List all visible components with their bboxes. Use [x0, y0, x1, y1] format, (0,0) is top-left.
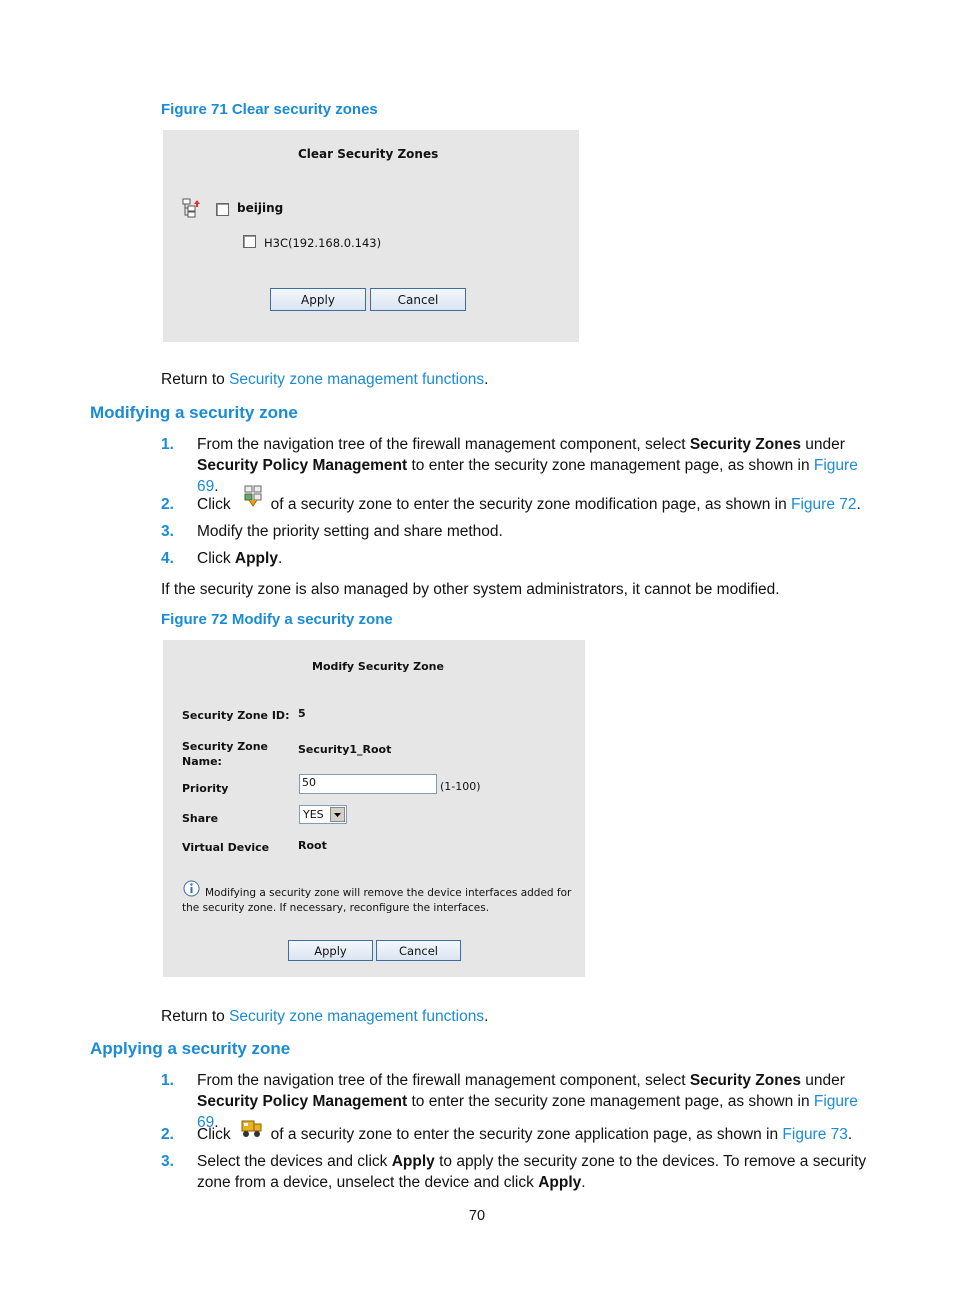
- step-text: Click: [197, 1126, 231, 1143]
- step-number: 3.: [161, 1153, 174, 1170]
- step-bold: Apply: [234, 550, 278, 567]
- figure-link[interactable]: Figure 72: [791, 495, 857, 513]
- step-text: Modify the priority setting and share method.: [197, 523, 503, 540]
- step-number: 2.: [161, 495, 174, 513]
- step-bold: Security Policy Management: [197, 457, 408, 474]
- step-text: to apply the security zone to the devices. To remove a security: [434, 1153, 867, 1170]
- step-text: Click: [197, 550, 235, 567]
- apply-zone-icon: [241, 1119, 263, 1139]
- step-text: .: [214, 1114, 219, 1131]
- step-number: 3.: [161, 523, 174, 540]
- return-prefix: Return to: [161, 371, 230, 388]
- info-icon: [183, 880, 200, 897]
- step-text: under: [800, 436, 845, 453]
- section-heading-apply: Applying a security zone: [90, 1039, 291, 1058]
- clear-security-zones-panel: [163, 130, 579, 342]
- apply-button[interactable]: Apply: [288, 940, 373, 961]
- figure-link[interactable]: Figure 69: [197, 1093, 858, 1131]
- step-text: zone from a device, unselect the device and click: [197, 1174, 539, 1191]
- step-number: 1.: [161, 1072, 174, 1089]
- modify-step-2: [161, 493, 881, 515]
- step-text: of a security zone to enter the security zone modification page, as shown in: [270, 495, 791, 513]
- cancel-button[interactable]: Cancel: [370, 288, 466, 311]
- step-text: under: [800, 1072, 845, 1089]
- return-prefix: Return to: [161, 1008, 230, 1025]
- modify-icon: [243, 485, 263, 507]
- section-heading-modify: Modifying a security zone: [90, 403, 298, 422]
- step-number: 2.: [161, 1126, 174, 1143]
- chevron-down-icon[interactable]: [330, 807, 345, 822]
- device-tree-icon: [182, 198, 202, 218]
- modify-step-3: [161, 521, 503, 542]
- step-text: of a security zone to enter the security zone application page, as shown in: [270, 1126, 783, 1143]
- figure-72-caption: Figure 72 Modify a security zone: [161, 611, 393, 628]
- figure-link[interactable]: Figure 69: [197, 457, 858, 495]
- step-text: .: [277, 550, 283, 567]
- zone-name-value: Security1_Root: [298, 743, 392, 756]
- step-text: .: [214, 478, 219, 495]
- step-bold: Apply: [538, 1174, 582, 1191]
- cancel-button[interactable]: Cancel: [376, 940, 461, 961]
- step-text: Select the devices and click: [197, 1153, 392, 1170]
- return-line: [161, 371, 488, 389]
- step-text: Click: [197, 495, 231, 513]
- modify-note: If the security zone is also managed by other system administrators, it cannot be modified.: [161, 581, 780, 598]
- return-suffix: .: [484, 371, 489, 388]
- step-bold: Apply: [391, 1153, 435, 1170]
- zone-id-label: Security Zone ID:: [182, 709, 290, 722]
- zone-name-label-line1: Security Zone: [182, 740, 269, 753]
- device-label: H3C(192.168.0.143): [264, 236, 382, 250]
- step-text: to enter the security zone management page, as shown in: [407, 457, 814, 474]
- share-selected-value: YES: [303, 808, 324, 821]
- step-text: From the navigation tree of the firewall management component, select: [197, 436, 690, 453]
- apply-step-3: [161, 1151, 881, 1193]
- step-text: .: [847, 1126, 853, 1143]
- return-link[interactable]: Security zone management functions: [229, 1008, 485, 1025]
- step-number: 1.: [161, 436, 174, 453]
- zone-id-value: 5: [298, 707, 306, 720]
- step-bold: Security Zones: [689, 436, 801, 453]
- step-text: .: [581, 1174, 586, 1191]
- zone-name-label-line2: Name:: [182, 755, 222, 768]
- virtual-device-label: Virtual Device: [182, 841, 270, 854]
- priority-range: (1-100): [440, 780, 481, 793]
- modify-step-1: [161, 434, 881, 497]
- page-number: 70: [468, 1208, 486, 1224]
- priority-input[interactable]: 50: [299, 774, 437, 794]
- info-text-line2: the security zone. If necessary, reconfigure the interfaces.: [182, 902, 490, 914]
- device-checkbox[interactable]: [243, 235, 256, 248]
- virtual-device-value: Root: [298, 839, 327, 852]
- return-line: [161, 1008, 488, 1026]
- panel-title: Modify Security Zone: [312, 660, 444, 673]
- step-bold: Security Policy Management: [197, 1093, 408, 1110]
- apply-button[interactable]: Apply: [270, 288, 366, 311]
- apply-step-2: [161, 1124, 881, 1145]
- panel-title: Clear Security Zones: [298, 147, 439, 161]
- step-text: to enter the security zone management page, as shown in: [407, 1093, 814, 1110]
- info-text-line1: Modifying a security zone will remove the device interfaces added for: [205, 887, 572, 899]
- step-text: .: [856, 495, 861, 513]
- step-bold: Security Zones: [689, 1072, 801, 1089]
- step-number: 4.: [161, 550, 174, 567]
- modify-security-zone-panel: [163, 640, 585, 977]
- figure-link[interactable]: Figure 73: [782, 1126, 848, 1143]
- zone-name-label: [182, 739, 268, 769]
- modify-step-4: [161, 548, 282, 569]
- priority-label: Priority: [182, 782, 229, 795]
- zone-checkbox[interactable]: [216, 203, 229, 216]
- share-select[interactable]: [299, 805, 347, 824]
- zone-label: beijing: [237, 201, 284, 215]
- return-link[interactable]: Security zone management functions: [229, 371, 485, 388]
- return-suffix: .: [484, 1008, 489, 1025]
- step-text: From the navigation tree of the firewall management component, select: [197, 1072, 690, 1089]
- figure-71-caption: Figure 71 Clear security zones: [161, 101, 378, 118]
- share-label: Share: [182, 812, 219, 825]
